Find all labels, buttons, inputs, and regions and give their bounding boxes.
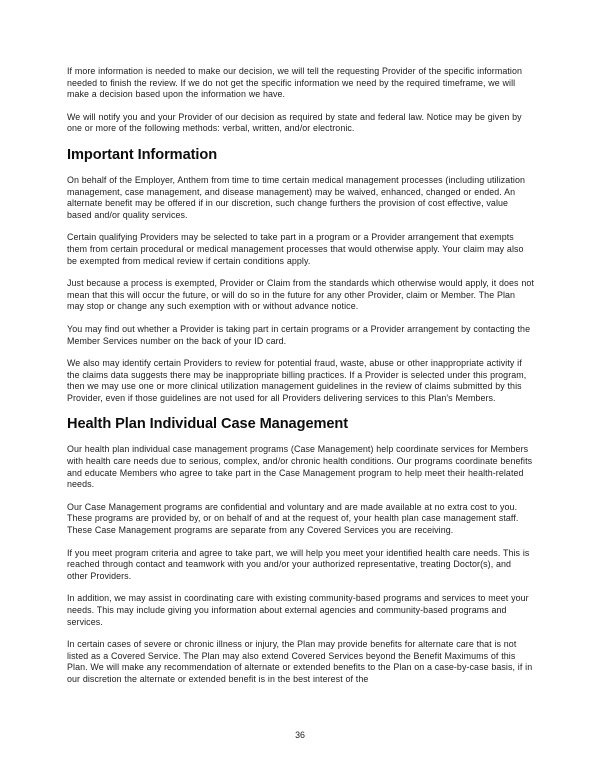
- document-body: [67, 66, 534, 697]
- section-heading: Health Plan Individual Case Management: [67, 416, 349, 433]
- body-paragraph: If you meet program criteria and agree to take part, we will help you meet your identified health care needs. This is reached through contact and teamwork with you and/or your authorized representative, treating Doctor(s), and other Providers.: [67, 547, 530, 581]
- body-paragraph: Just because a process is exempted, Provider or Claim from the standards which otherwise would apply, it does not mean that this will occur the future, or will do so in the future for any other Provider, claim or Member. The Plan may stop or change any such exemption with or without advance notice.: [67, 278, 534, 312]
- body-paragraph: Certain qualifying Providers may be selected to take part in a program or a Provider arrangement that exempts them from certain procedural or medical management processes that would otherwise apply. Your claim may also be exempted from medical review if certain conditions apply.: [67, 232, 524, 266]
- body-paragraph: In addition, we may assist in coordinating care with existing community-based programs and services to meet your needs. This may include giving you information about external agencies and community-based programs and services.: [67, 593, 529, 627]
- page-number: 36: [295, 730, 305, 740]
- body-paragraph: In certain cases of severe or chronic illness or injury, the Plan may provide benefits for alternate care that is not listed as a Covered Service. The Plan may also extend Covered Services beyond the Benefit Maximums of this Plan. We will make any recommendation of alternate or extended benefits to the Plan on a case-by-case basis, if in our discretion the alternate or extended benefit is in the best interest of the: [67, 639, 533, 684]
- body-paragraph: Our Case Management programs are confidential and voluntary and are made available at no extra cost to you. These programs are provided by, or on behalf of and at the request of, your health plan case management staff. These Case Management programs are separate from any Covered Services you are receiving.: [67, 501, 519, 536]
- body-paragraph: We also may identify certain Providers to review for potential fraud, waste, abuse or other inappropriate activity if the claims data suggests there may be inappropriate billing practices. If a Provider is selected under this program, then we may use one or more clinical utilization management guidelines in the review of claims submitted by this Provider, even if those guidelines are not used for all Providers delivering services to this Plan's Members.: [67, 358, 527, 403]
- body-paragraph: You may find out whether a Provider is taking part in certain programs or a Provider arrangement by contacting the Member Services number on the back of your ID card.: [67, 323, 531, 346]
- section-heading: Important Information: [67, 146, 218, 163]
- body-paragraph: Our health plan individual case management programs (Case Management) help coordinate services for Members with health care needs due to serious, complex, and/or chronic health conditions. Our programs coordinate benefits and educate Members who agree to take part in the Case Management program to help meet their health-related needs.: [67, 444, 533, 490]
- body-paragraph: If more information is needed to make our decision, we will tell the requesting Provider of the specific information needed to finish the review. If we do not get the specific information we need by the required timeframe, we will make a decision based upon the information we have.: [67, 66, 523, 100]
- body-paragraph: We will notify you and your Provider of our decision as required by state and federal law. Notice may be given by one or more of the following methods: verbal, written, and/or electronic.: [67, 111, 522, 134]
- body-paragraph: On behalf of the Employer, Anthem from time to time certain medical management processes (including utilization management, case management, and disease management) may be waived, enhanced, changed or ended. An alternate benefit may be offered if in our discretion, such change furthers the provision of cost effective, value based and/or quality services.: [67, 174, 525, 220]
